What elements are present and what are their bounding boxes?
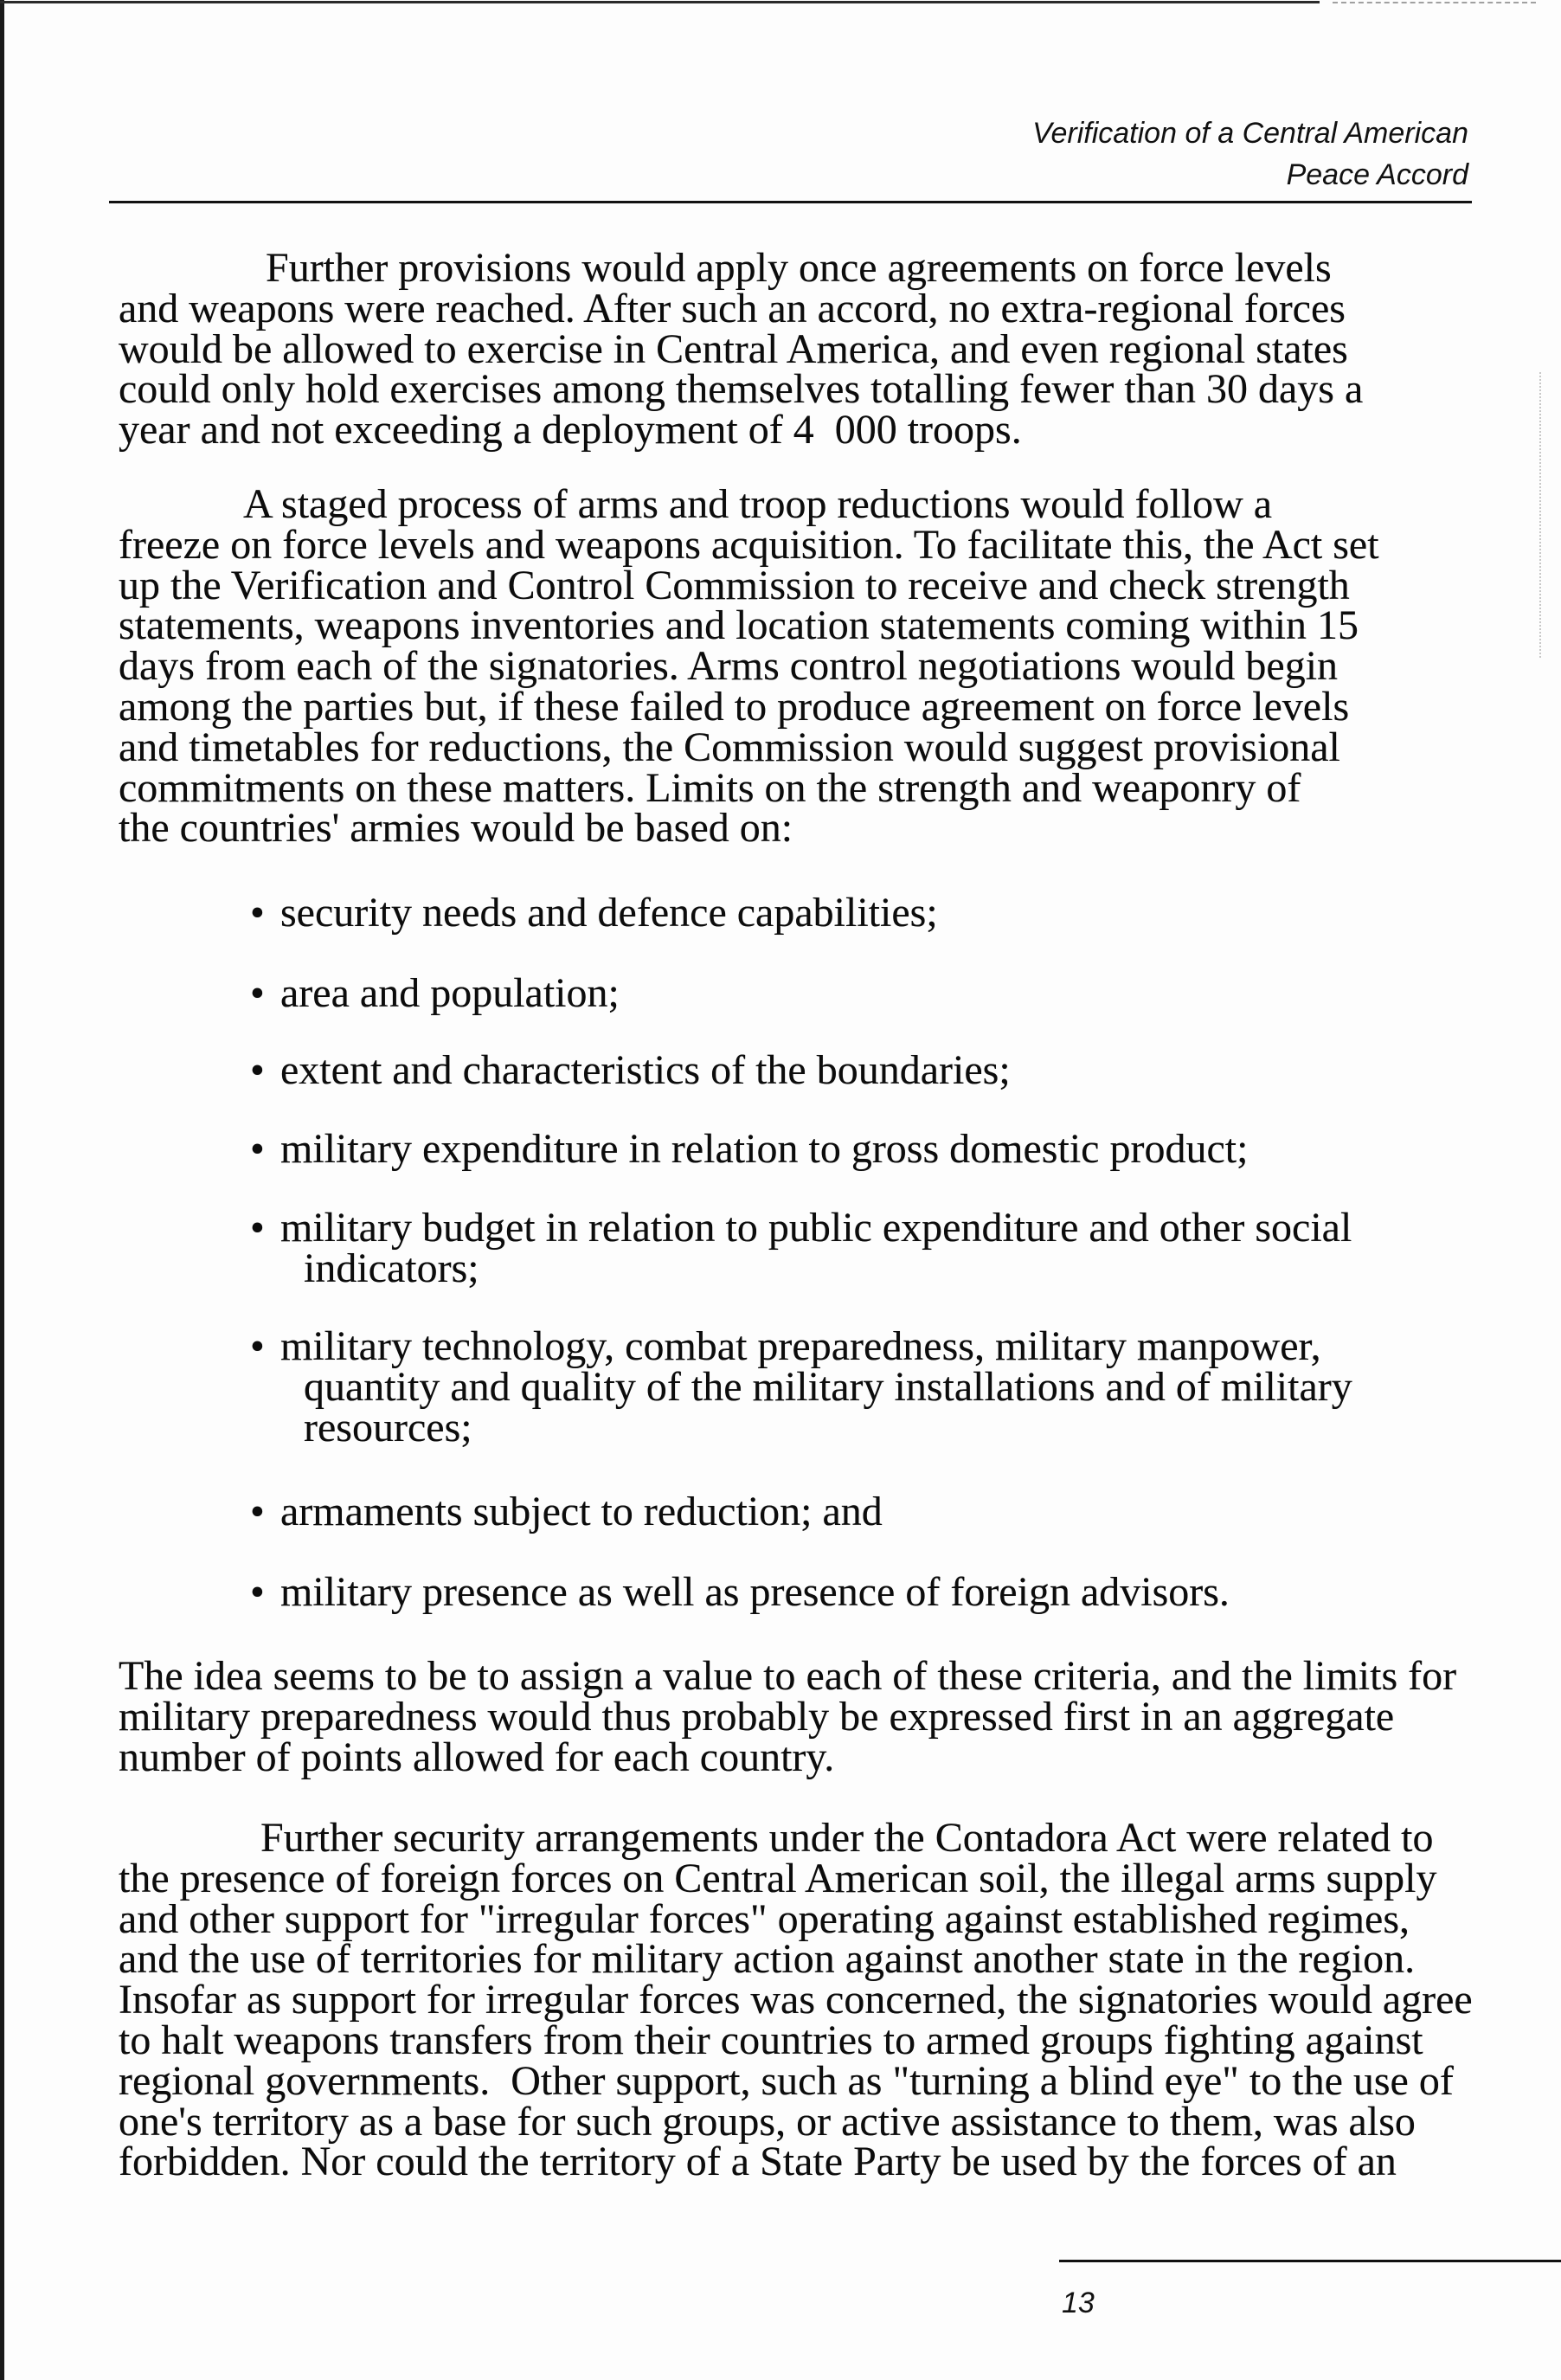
text-line: quantity and quality of the military installations and of military xyxy=(304,1363,1352,1410)
paragraph-2 xyxy=(119,481,1379,852)
paragraph-3 xyxy=(119,1653,1457,1780)
text-line: military technology, combat preparedness, military manpower, xyxy=(280,1323,1321,1369)
text-line: military presence as well as presence of foreign advisors. xyxy=(280,1569,1230,1615)
list-item-text xyxy=(280,1489,883,1534)
running-header-line-1: Verification of a Central American xyxy=(1032,117,1468,150)
text-line: and other support for "irregular forces" operating against established regimes, xyxy=(119,1895,1410,1942)
text-line: Further provisions would apply once agreements on force levels xyxy=(266,245,1332,291)
text-line: A staged process of arms and troop reductions would follow a xyxy=(243,481,1273,527)
text-line: extent and characteristics of the boundaries; xyxy=(280,1047,1011,1093)
list-item-text xyxy=(280,1047,1011,1093)
page-number: 13 xyxy=(1062,2287,1095,2319)
text-line: one's territory as a base for such groups, or active assistance to them, was also xyxy=(119,2098,1416,2145)
text-line: armaments subject to reduction; and xyxy=(280,1489,883,1534)
running-header-line-2: Peace Accord xyxy=(1286,158,1468,191)
text-line: forbidden. Nor could the territory of a State Party be used by the forces of an xyxy=(119,2139,1397,2185)
list-item-text xyxy=(280,1126,1249,1172)
list-item-text xyxy=(280,890,938,936)
list-item-text xyxy=(280,1323,1352,1451)
text-line: military preparedness would thus probably be expressed first in an aggregate xyxy=(119,1693,1395,1740)
text-line: indicators; xyxy=(304,1245,479,1291)
list-item-text xyxy=(280,1569,1230,1615)
text-line: military budget in relation to public expenditure and other social xyxy=(280,1205,1352,1251)
text-line: military expenditure in relation to gross domestic product; xyxy=(280,1126,1249,1172)
scan-right-edge-mark xyxy=(1539,372,1541,658)
paragraph-1 xyxy=(119,245,1364,453)
header-rule xyxy=(109,201,1472,203)
text-line: among the parties but, if these failed to produce agreement on force levels xyxy=(119,683,1350,730)
paragraph-4 xyxy=(119,1815,1473,2185)
text-line: number of points allowed for each country. xyxy=(119,1734,835,1780)
bullet-icon: • xyxy=(250,1126,265,1172)
text-line: to halt weapons transfers from their countries to armed groups fighting against xyxy=(119,2017,1423,2063)
text-line: and the use of territories for military action against another state in the region. xyxy=(119,1936,1416,1983)
text-line: area and population; xyxy=(280,970,620,1016)
text-line: and timetables for reductions, the Commission would suggest provisional xyxy=(119,724,1340,770)
text-line: and weapons were reached. After such an accord, no extra-regional forces xyxy=(119,285,1346,331)
list-item-text xyxy=(280,970,620,1016)
text-line: days from each of the signatories. Arms control negotiations would begin xyxy=(119,643,1339,690)
footer-rule xyxy=(1059,2260,1561,2262)
running-header xyxy=(1032,113,1468,196)
scan-left-edge xyxy=(0,0,4,2380)
bullet-icon: • xyxy=(250,1489,265,1534)
text-line: could only hold exercises among themselves totalling fewer than 30 days a xyxy=(119,366,1364,413)
scan-top-edge xyxy=(0,1,1320,3)
bullet-icon: • xyxy=(250,1047,265,1093)
text-line: up the Verification and Control Commission to receive and check strength xyxy=(119,562,1350,608)
scan-top-edge-dashes xyxy=(1333,2,1536,3)
text-line: freeze on force levels and weapons acquisition. To facilitate this, the Act set xyxy=(119,521,1379,568)
text-line: Further security arrangements under the Contadora Act were related to xyxy=(260,1815,1434,1861)
text-line: The idea seems to be to assign a value to each of these criteria, and the limits for xyxy=(119,1653,1457,1699)
bullet-icon: • xyxy=(250,890,265,936)
text-line: security needs and defence capabilities; xyxy=(280,890,938,936)
text-line: the countries' armies would be based on: xyxy=(119,805,793,852)
text-line: the presence of foreign forces on Central American soil, the illegal arms supply xyxy=(119,1855,1437,1901)
bullet-icon: • xyxy=(250,1323,265,1369)
text-line: year and not exceeding a deployment of 4 000 troops. xyxy=(119,407,1022,453)
text-line: would be allowed to exercise in Central America, and even regional states xyxy=(119,325,1348,372)
bullet-icon: • xyxy=(250,1569,265,1615)
text-line: Insofar as support for irregular forces was concerned, the signatories would agree xyxy=(119,1977,1473,2023)
text-line: statements, weapons inventories and location statements coming within 15 xyxy=(119,602,1359,649)
list-item-text xyxy=(280,1205,1352,1291)
text-line: resources; xyxy=(304,1404,472,1451)
text-line: commitments on these matters. Limits on the strength and weaponry of xyxy=(119,764,1301,811)
bullet-icon: • xyxy=(250,1205,265,1251)
bullet-icon: • xyxy=(250,970,265,1016)
text-line: regional governments. Other support, such as "turning a blind eye" to the use of xyxy=(119,2057,1454,2104)
